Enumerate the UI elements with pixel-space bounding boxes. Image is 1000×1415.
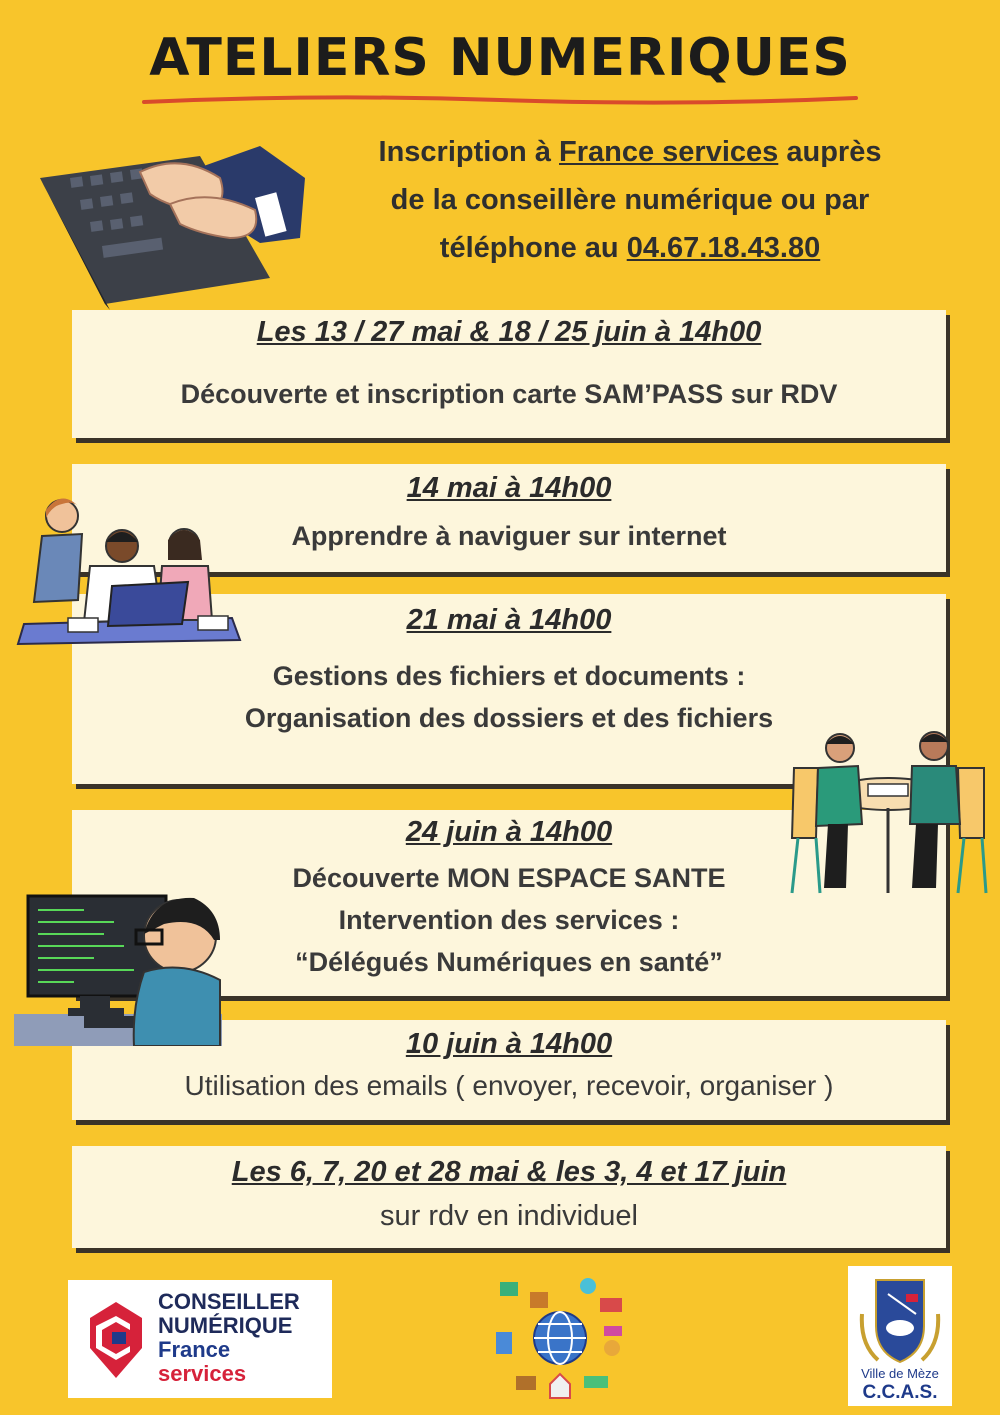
session-date: 21 mai à 14h00 xyxy=(406,604,612,636)
session-description: Gestions des fichiers et documents : xyxy=(272,661,746,691)
conseiller-numerique-logo xyxy=(68,1280,332,1398)
students-laptop-illustration xyxy=(12,490,242,650)
session-date: 14 mai à 14h00 xyxy=(406,472,612,504)
intro-line-1: Inscription à France services auprès xyxy=(378,136,882,168)
intro-text xyxy=(320,128,940,272)
session-date: 10 juin à 14h00 xyxy=(405,1028,613,1060)
keyboard-hands-illustration xyxy=(30,138,320,310)
france-services-link[interactable]: France services xyxy=(559,136,779,168)
session-description: Intervention des services : xyxy=(338,905,680,935)
ccas-abbreviation: C.C.A.S. xyxy=(862,1382,938,1403)
meze-coat-of-arms xyxy=(858,1274,942,1366)
session-date: Les 6, 7, 20 et 28 mai & les 3, 4 et 17 juin xyxy=(231,1156,787,1188)
digital-globe-icons xyxy=(488,1272,632,1404)
ccas-city-name: Ville de Mèze xyxy=(861,1366,939,1381)
people-table-illustration xyxy=(788,728,988,898)
ccas-logo xyxy=(848,1266,952,1406)
session-description: Organisation des dossiers et des fichiers xyxy=(244,703,774,733)
logo-text: CONSEILLER NUMÉRIQUE France services xyxy=(158,1289,300,1386)
session-description: sur rdv en individuel xyxy=(380,1200,638,1232)
session-description: Apprendre à naviguer sur internet xyxy=(291,521,727,551)
session-description: “Délégués Numériques en santé” xyxy=(295,947,723,977)
session-date: 24 juin à 14h00 xyxy=(405,816,613,848)
intro-line-3: téléphone au 04.67.18.43.80 xyxy=(439,232,821,264)
session-description: Utilisation des emails ( envoyer, recevoir, organiser ) xyxy=(184,1070,834,1101)
session-card xyxy=(72,310,946,438)
session-card xyxy=(72,1146,946,1248)
session-description: Découverte MON ESPACE SANTE xyxy=(292,863,726,893)
intro-line-2: de la conseillère numérique ou par xyxy=(390,184,870,216)
page-title: ATELIERS NUMERIQUES xyxy=(149,28,851,88)
person-computer-illustration xyxy=(14,890,224,1046)
phone-number[interactable]: 04.67.18.43.80 xyxy=(626,232,821,264)
session-date: Les 13 / 27 mai & 18 / 25 juin à 14h00 xyxy=(256,316,762,348)
session-description: Découverte et inscription carte SAM’PASS sur RDV xyxy=(180,379,838,409)
france-services-pin-logo xyxy=(86,1300,146,1380)
title-underline xyxy=(140,90,860,110)
